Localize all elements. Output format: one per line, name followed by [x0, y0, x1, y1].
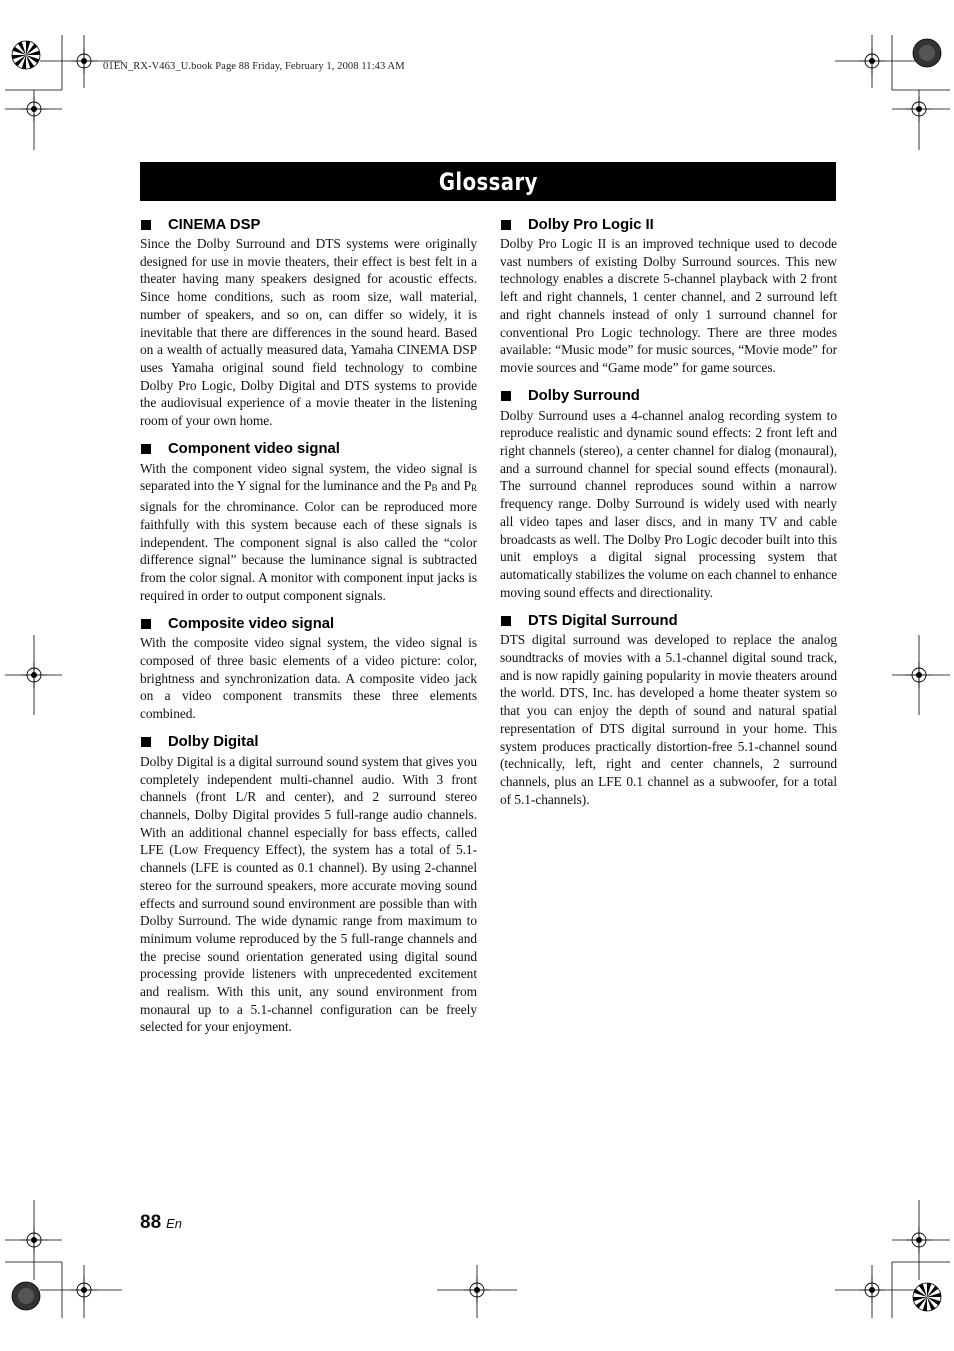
square-bullet-icon — [501, 391, 511, 401]
section-heading: Dolby Surround — [500, 386, 837, 407]
page-number — [140, 1212, 182, 1234]
section-heading: Dolby Pro Logic II — [500, 214, 837, 235]
print-file-info: 01EN_RX-V463_U.book Page 88 Friday, February 1, 2008 11:43 AM — [103, 61, 405, 72]
section-dolby-surround — [500, 386, 837, 602]
square-bullet-icon — [141, 220, 151, 230]
section-heading: Dolby Digital — [140, 732, 477, 753]
section-cinema-dsp — [140, 214, 477, 430]
square-bullet-icon — [501, 220, 511, 230]
section-text: Dolby Digital is a digital surround sound system that gives you completely independent multi-channel audio. With 3 front channels (front L/R and center), and 2 surround stereo channels, Dolby Digital provides 5 full-range audio channels. With an additional channel especially for bass effects, called LFE (Low Frequency Effect), the system has a total of 5.1-channels (LFE is counted as 0.1 channel). By using 2-channel stereo for the surround speakers, more accurate moving sound effects and surround sound environment are possible than with Dolby Surround. The wide dynamic range from maximum to minimum volume reproduced by the 5 full-range channels and the precise sound orientation generated using digital sound processing provide listeners with unprecedented excitement and realism. With this unit, any sound environment from monaural up to a 5.1-channel configuration can be freely selected for your enjoyment. — [140, 753, 477, 1035]
section-heading: DTS Digital Surround — [500, 610, 837, 631]
section-heading: Composite video signal — [140, 613, 477, 634]
square-bullet-icon — [141, 444, 151, 454]
section-heading: CINEMA DSP — [140, 214, 477, 235]
page-title: Glossary — [438, 167, 538, 196]
page-language: En — [166, 1216, 183, 1231]
section-composite-video — [140, 613, 477, 723]
section-text: DTS digital surround was developed to replace the analog soundtracks of movies with a 5.1-channel digital sound track, and is now rapidly gaining popularity in movie theaters around the world. DTS, Inc. has developed a home theater system so that you can enjoy the depth of sound and natural spatial representation of DTS digital surround in your home. This system produces practically distortion-free 5.1-channel sound (technically, left, right and center channels, 2 surround channels, plus an LFE 0.1 channel as a subwoofer, for a total of 5.1-channels). — [500, 632, 837, 807]
section-text: With the component video signal system, the video signal is separated into the Y signal for the luminance and the PB and PR signals for the chrominance. Color can be reproduced more faithfully with this system because each of these signals is independent. The component signal is also called the “color difference signal” because the luminance signal is subtracted from the color signal. A monitor with component input jacks is required in order to output component signals. — [140, 460, 477, 603]
right-column — [500, 214, 837, 817]
section-dts-digital-surround — [500, 610, 837, 808]
square-bullet-icon — [141, 737, 151, 747]
disc-mark-top-right — [913, 39, 941, 67]
section-text: Dolby Surround uses a 4-channel analog recording system to reproduce realistic and dynamic sound effects: 2 front left and right channels (stereo), a center channel for dialog (monaural), and a surround channel for special sound effects (monaural). The surround channel reproduces sound within a narrow frequency range. Dolby Surround is widely used with nearly all video tapes and laser discs, and in many TV and cable broadcasts as well. The Dolby Pro Logic decoder built into this unit employs a digital signal processing system that automatically stabilizes the volume on each channel to enhance moving sound effects and directionality. — [500, 407, 837, 600]
section-component-video — [140, 439, 477, 605]
page-number-value: 88 — [140, 1212, 162, 1233]
square-bullet-icon — [141, 619, 151, 629]
starburst-mark-bottom-right — [913, 1283, 941, 1311]
section-text: Since the Dolby Surround and DTS systems were originally designed for use in movie theaters, their effect is best felt in a theater having many speakers designed for acoustic effects. Since home conditions, such as room size, wall material, number of speakers, and so on, can differ so widely, it is inevitable that there are differences in the sound heard. Based on a wealth of actually measured data, Yamaha CINEMA DSP uses Yamaha original sound field technology to combine Dolby Pro Logic, Dolby Digital and DTS systems to provide the audiovisual experience of a movie theater in the listening room of your own home. — [140, 236, 477, 429]
section-dolby-digital — [140, 732, 477, 1036]
section-dolby-pro-logic-ii — [500, 214, 837, 377]
section-text: Dolby Pro Logic II is an improved technique used to decode vast numbers of existing Dolby Surround sources. This new technology enables a discrete 5-channel playback with 2 front left and right channels, 1 center channel, and 2 surround left and right channels instead of only 1 surround channel for conventional Pro Logic technology. There are three modes available: “Music mode” for music sources, “Movie mode” for movie sources and “Game mode” for game sources. — [500, 236, 837, 375]
starburst-mark-top-left — [12, 41, 40, 69]
square-bullet-icon — [501, 616, 511, 626]
left-column — [140, 214, 477, 1045]
disc-mark-bottom-left — [12, 1282, 40, 1310]
section-text: With the composite video signal system, the video signal is composed of three basic elements of a video picture: color, brightness and synchronization data. A composite video jack on a video component transmits these three elements combined. — [140, 635, 477, 722]
section-heading: Component video signal — [140, 439, 477, 460]
page-title-bar — [140, 162, 836, 201]
